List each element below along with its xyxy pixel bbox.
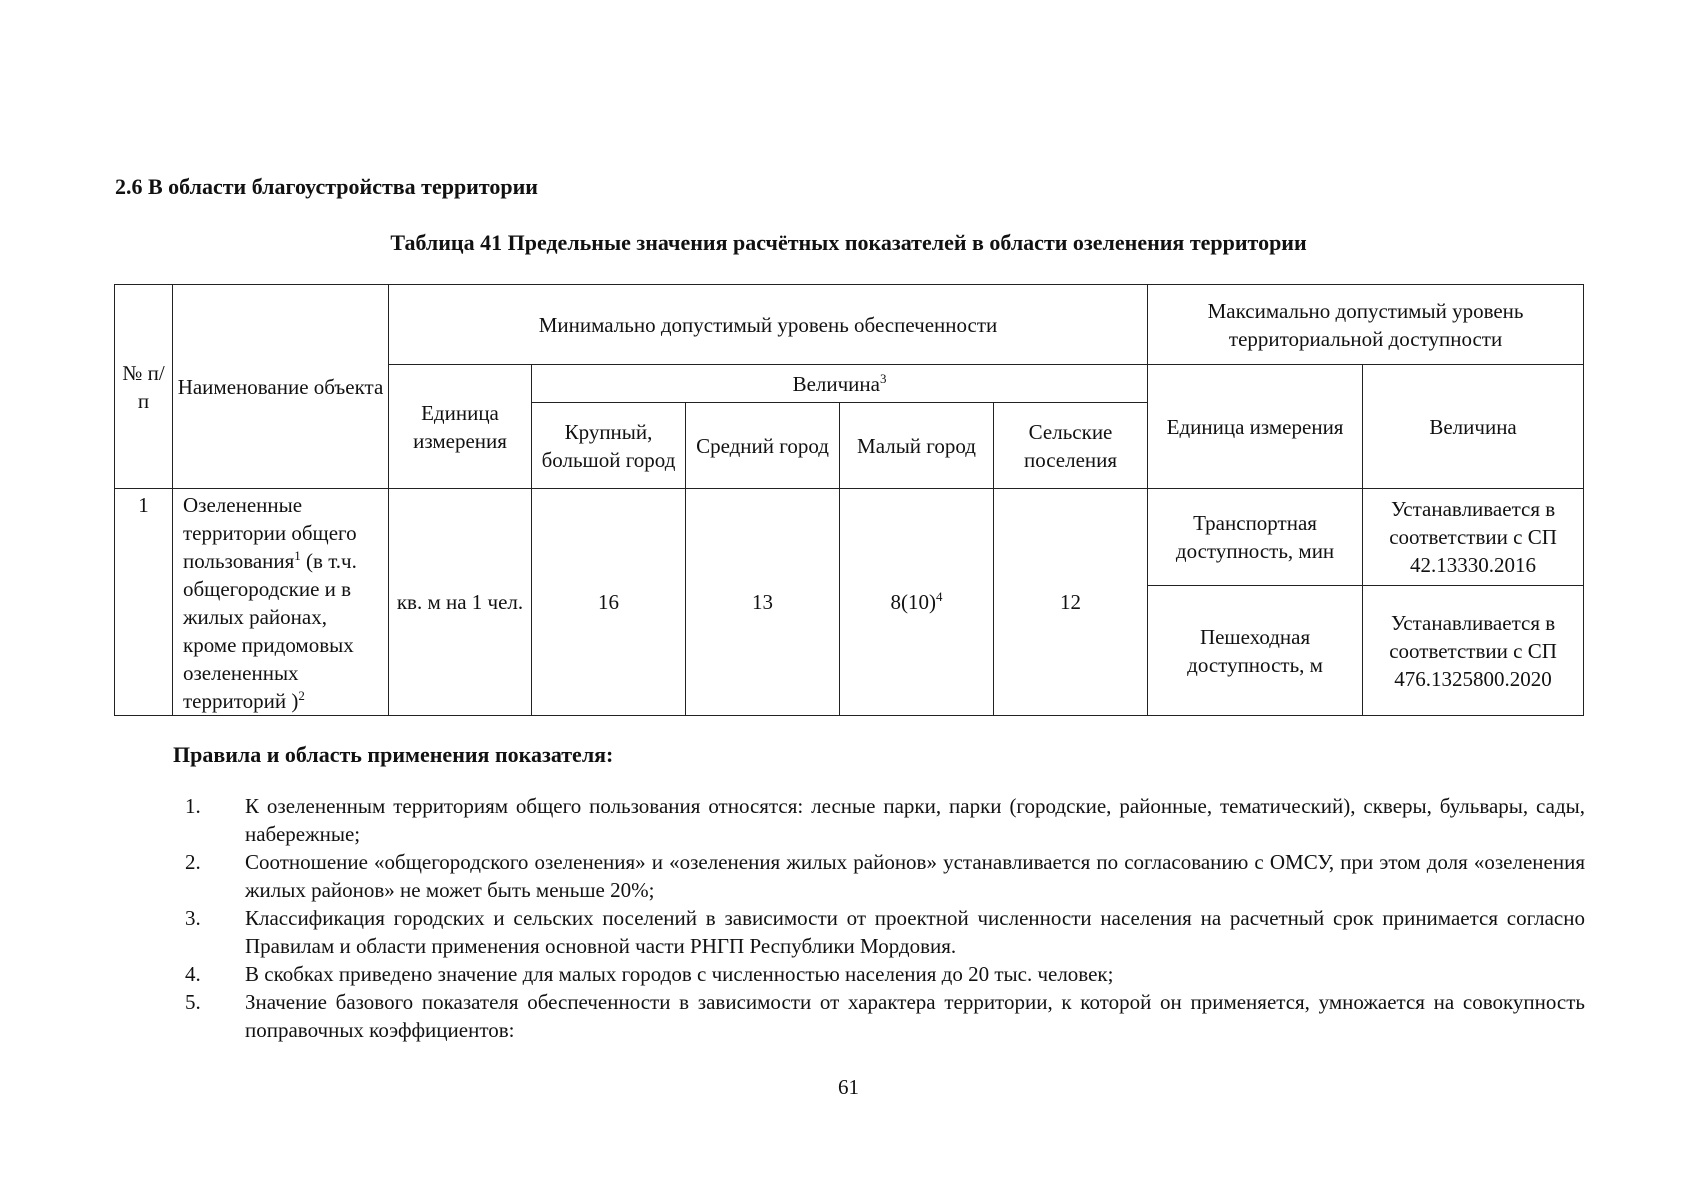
rules-title: Правила и область применения показателя: <box>173 742 614 767</box>
list-item <box>185 960 1585 988</box>
list-item-text: В скобках приведено значение для малых городов с численностью населения до 20 тыс. человек; <box>245 962 1114 986</box>
list-item-number: 5. <box>185 990 201 1014</box>
header-name: Наименование объекта <box>173 285 389 489</box>
header-city-medium: Средний город <box>686 403 840 489</box>
row-value-small: $8(10)^4$ <box>840 489 994 716</box>
header-max-level: Максимально допустимый уровень территориальной доступности <box>1148 285 1584 365</box>
list-item-number: 2. <box>185 850 201 874</box>
rules-list <box>185 792 1585 1044</box>
norms-table <box>114 284 1584 716</box>
row-value-medium: 13 <box>686 489 840 716</box>
table-caption: Таблица 41 Предельные значения расчётных показателей в области озеленения территории <box>390 230 1307 255</box>
row-value-rural: 12 <box>994 489 1148 716</box>
list-item-number: 1. <box>185 794 201 818</box>
header-unit-max: Единица измерения <box>1148 365 1363 489</box>
access-unit-transport: Транспортная доступность, мин <box>1148 489 1363 586</box>
header-city-large: Крупный, большой город <box>532 403 686 489</box>
list-item-text: Классификация городских и сельских поселений в зависимости от проектной численности населения на расчетный срок принимается согласно Правилам и области применения основной части РНГП Республики Мордовия. <box>245 906 1585 958</box>
header-city-small: Малый город <box>840 403 994 489</box>
list-item-number: 3. <box>185 906 201 930</box>
access-unit-walking: Пешеходная доступность, м <box>1148 586 1363 716</box>
list-item-text: К озелененным территориям общего пользования относятся: лесные парки, парки (городские, районные, тематический), скверы, бульвары, сады, набережные; <box>245 794 1585 846</box>
list-item <box>185 792 1585 848</box>
row-unit: кв. м на 1 чел. <box>389 489 532 716</box>
list-item-number: 4. <box>185 962 201 986</box>
list-item-text: Соотношение «общегородского озеленения» и «озеленения жилых районов» устанавливается по согласованию с ОМСУ, при этом доля «озеленения жилых районов» не может быть меньше 20%; <box>245 850 1585 902</box>
table-row <box>115 489 1584 586</box>
header-num: № п/п <box>115 285 173 489</box>
list-item <box>185 848 1585 904</box>
header-value: Величина$^3$ <box>532 365 1148 403</box>
list-item <box>185 904 1585 960</box>
access-value-transport: Устанавливается в соответствии с СП 42.13330.2016 <box>1363 489 1584 586</box>
header-unit: Единица измерения <box>389 365 532 489</box>
row-num: 1 <box>115 489 173 716</box>
header-min-level: Минимально допустимый уровень обеспеченности <box>389 285 1148 365</box>
section-title: 2.6 В области благоустройства территории <box>115 174 538 199</box>
page-number: 61 <box>838 1075 859 1099</box>
access-value-walking: Устанавливается в соответствии с СП 476.1325800.2020 <box>1363 586 1584 716</box>
row-object-name: Озелененные территории общего пользования$^1$ (в т.ч. общегородские и в жилых районах, кроме придомовых озелененных территорий )$^2$ <box>173 489 389 716</box>
list-item <box>185 988 1585 1044</box>
list-item-text: Значение базового показателя обеспеченности в зависимости от характера территории, к которой он применяется, умножается на совокупность поправочных коэффициентов: <box>245 990 1585 1042</box>
row-value-large: 16 <box>532 489 686 716</box>
header-value-max: Величина <box>1363 365 1584 489</box>
header-rural: Сельские поселения <box>994 403 1148 489</box>
